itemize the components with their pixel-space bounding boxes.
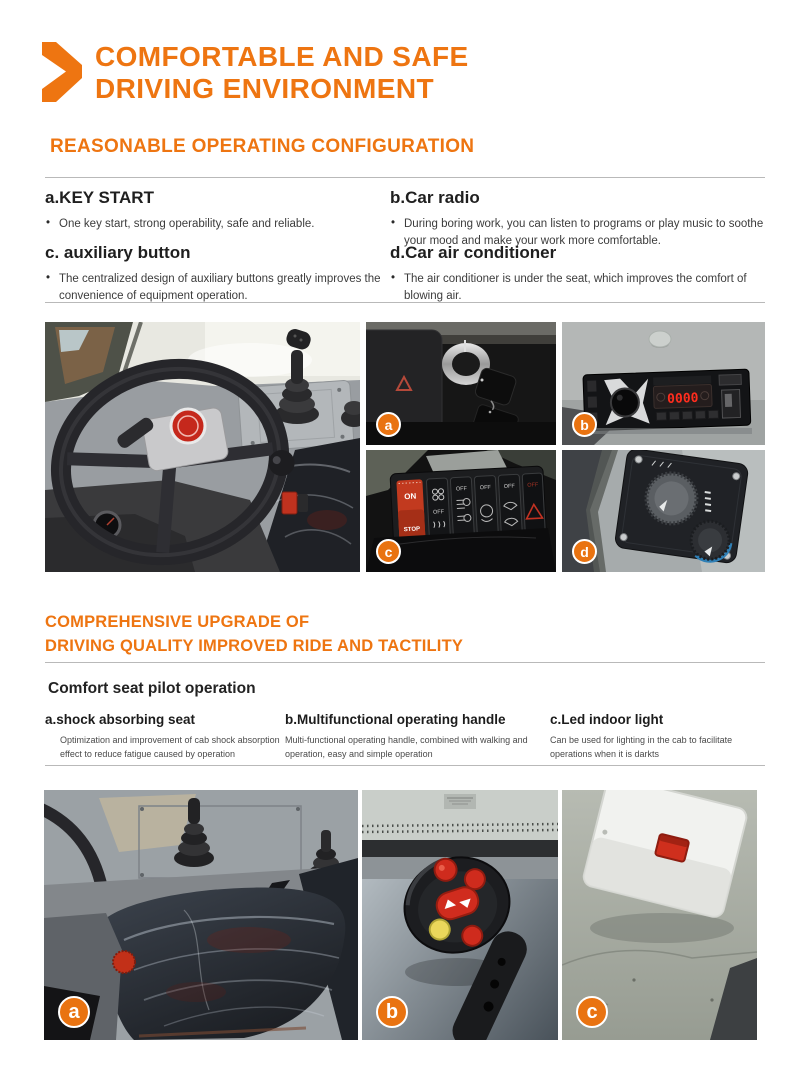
feature-title: b.Car radio <box>390 188 480 207</box>
photo-multifunctional-handle <box>362 790 558 1040</box>
photo-badge-c: c <box>576 996 608 1028</box>
page-title-line2: DRIVING ENVIRONMENT <box>95 73 434 104</box>
section2-heading-line1: COMPREHENSIVE UPGRADE OF <box>45 613 310 631</box>
photo-badge-b: b <box>376 996 408 1028</box>
section2-heading-line2: DRIVING QUALITY IMPROVED RIDE AND TACTILITY <box>45 637 464 655</box>
feature-auxiliary-button <box>45 243 390 306</box>
photo-led-light <box>562 790 757 1040</box>
divider <box>45 302 765 303</box>
photo-badge-a: a <box>58 996 90 1028</box>
photo-badge-d: d <box>572 539 597 564</box>
photo-badge-a: a <box>376 412 401 437</box>
feature-led-indoor-light <box>550 712 770 761</box>
page-title-line1: COMFORTABLE AND SAFE <box>95 41 469 72</box>
switch-on-label: ON <box>403 491 417 502</box>
feature-multifunctional-handle <box>285 712 540 761</box>
feature-title: a.shock absorbing seat <box>45 712 196 727</box>
feature-title: b.Multifunctional operating handle <box>285 712 506 727</box>
feature-title: d.Car air conditioner <box>390 243 557 262</box>
feature-key-start <box>45 188 390 233</box>
photo-shock-absorbing-seat <box>44 790 358 1040</box>
feature-desc: Can be used for lighting in the cab to facilitate operations when it is darkts <box>550 735 733 759</box>
section1-heading: REASONABLE OPERATING CONFIGURATION <box>50 136 475 157</box>
switch-off-label: OFF <box>527 482 539 489</box>
divider <box>45 765 765 766</box>
switch-stop-label: STOP <box>403 526 421 534</box>
photo-car-radio <box>562 322 765 445</box>
divider <box>45 177 765 178</box>
feature-car-radio <box>390 188 770 251</box>
page-title <box>95 41 575 105</box>
switch-off-label: OFF <box>455 485 468 493</box>
photo-badge-b: b <box>572 412 597 437</box>
switch-off-label: OFF <box>503 483 515 490</box>
feature-air-conditioner <box>390 243 770 306</box>
feature-bullet: • The centralized design of auxiliary buttons greatly improves the convenience of equipment operation. <box>45 271 390 306</box>
feature-shock-absorbing-seat <box>45 712 280 761</box>
switch-off-label: OFF <box>432 509 445 516</box>
photo-switch-panel <box>366 450 556 572</box>
feature-desc: Multi-functional operating handle, combined with walking and operation, easy and simple operation <box>285 735 528 759</box>
section2-heading <box>45 610 463 658</box>
photo-ac-knobs <box>562 450 765 572</box>
feature-bullet: • One key start, strong operability, safe and reliable. <box>45 216 390 233</box>
feature-bullet: • During boring work, you can listen to programs or play music to soothe your mood and make your work more comfortable. <box>390 216 770 251</box>
feature-title: c.Led indoor light <box>550 712 664 727</box>
divider <box>45 662 765 663</box>
photo-cab-interior <box>45 322 360 572</box>
chevron-right-logo <box>42 42 82 102</box>
switch-off-label: OFF <box>479 484 492 492</box>
photo-badge-c: c <box>376 539 401 564</box>
feature-title: a.KEY START <box>45 188 154 207</box>
feature-title: c. auxiliary button <box>45 243 191 262</box>
feature-bullet: • The air conditioner is under the seat, which improves the comfort of blowing air. <box>390 271 770 306</box>
feature-desc: Optimization and improvement of cab shock absorption effect to reduce fatigue caused by operation <box>60 735 280 759</box>
radio-display: 0000 <box>666 390 699 407</box>
photo-key-start <box>366 322 556 445</box>
section2-subheading: Comfort seat pilot operation <box>48 680 256 697</box>
